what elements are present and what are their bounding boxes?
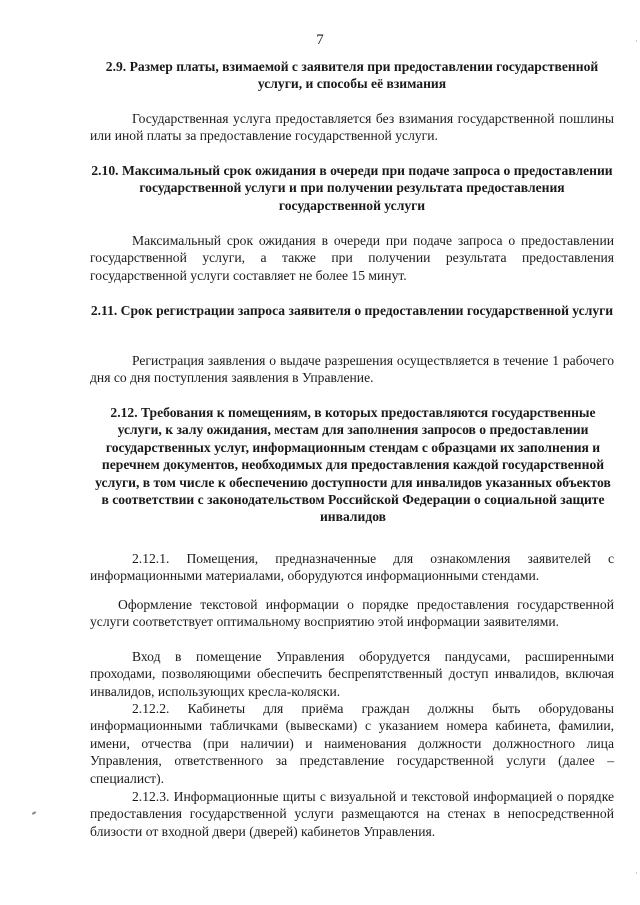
section-heading-2-10: 2.10. Максимальный срок ожидания в очереди при подаче запроса о предоставлении государственной услуги и при получении результата предоставления государственной услуги [91,163,613,213]
section-2-12-1-text-info-paragraph: Оформление текстовой информации о порядке предоставления государственной услуги соответствует оптимальному восприятию этой информации заявителями. [90,597,614,630]
section-2-12-1-paragraph: 2.12.1. Помещения, предназначенные для ознакомления заявителей с информационными материалами, оборудуются информационными стендами. [90,551,614,584]
page-number: 7 [316,32,324,48]
section-heading-2-12: 2.12. Требования к помещениям, в которых предоставляются государственные услуги, к залу ожидания, местам для заполнения запросов о предоставлении государственных услуг, информационным стендам с образцами их заполнения и перечнем документов, необходимых для предоставления каждой государственной услуги, в том числе к обеспечению доступности для инвалидов указанных объектов в соответствии с законодательством Российской Федерации о социальной защите инвалидов [95,405,611,525]
section-heading-2-9: 2.9. Размер платы, взимаемой с заявителя при предоставлении государственной услуги, и способы её взимания [105,59,599,92]
section-2-9-paragraph: Государственная услуга предоставляется без взимания государственной пошлины или иной платы за предоставление государственной услуги. [90,111,614,144]
section-2-10-paragraph: Максимальный срок ожидания в очереди при подаче запроса о предоставлении государственной услуги, а также при получении результата предоставления государственной услуги составляет не более 15 минут. [90,233,614,283]
scan-edge-mark [636,872,637,874]
scan-edge-mark [636,40,637,42]
scan-speck [32,811,36,815]
section-2-12-1-entrance-paragraph: Вход в помещение Управления оборудуется пандусами, расширенными проходами, позволяющими обеспечить беспрепятственный доступ инвалидов, включая инвалидов, использующих кресла-коляски. [90,649,614,699]
section-2-12-2-paragraph: 2.12.2. Кабинеты для приёма граждан должны быть оборудованы информационными табличками (вывесками) с указанием номера кабинета, фамилии, имени, отчества (при наличии) и наименования должности должностного лица Управления, ответственного за представление государственной услуги (далее – специалист). [90,701,614,786]
section-2-12-3-paragraph: 2.12.3. Информационные щиты с визуальной и текстовой информацией о порядке предоставления государственной услуги размещаются на стенах в непосредственной близости от входной двери (дверей) кабинетов Управления. [90,789,614,839]
section-2-11-paragraph: Регистрация заявления о выдаче разрешения осуществляется в течение 1 рабочего дня со дня поступления заявления в Управление. [90,353,614,386]
section-heading-2-11: 2.11. Срок регистрации запроса заявителя о предоставлении государственной услуги [90,303,614,318]
